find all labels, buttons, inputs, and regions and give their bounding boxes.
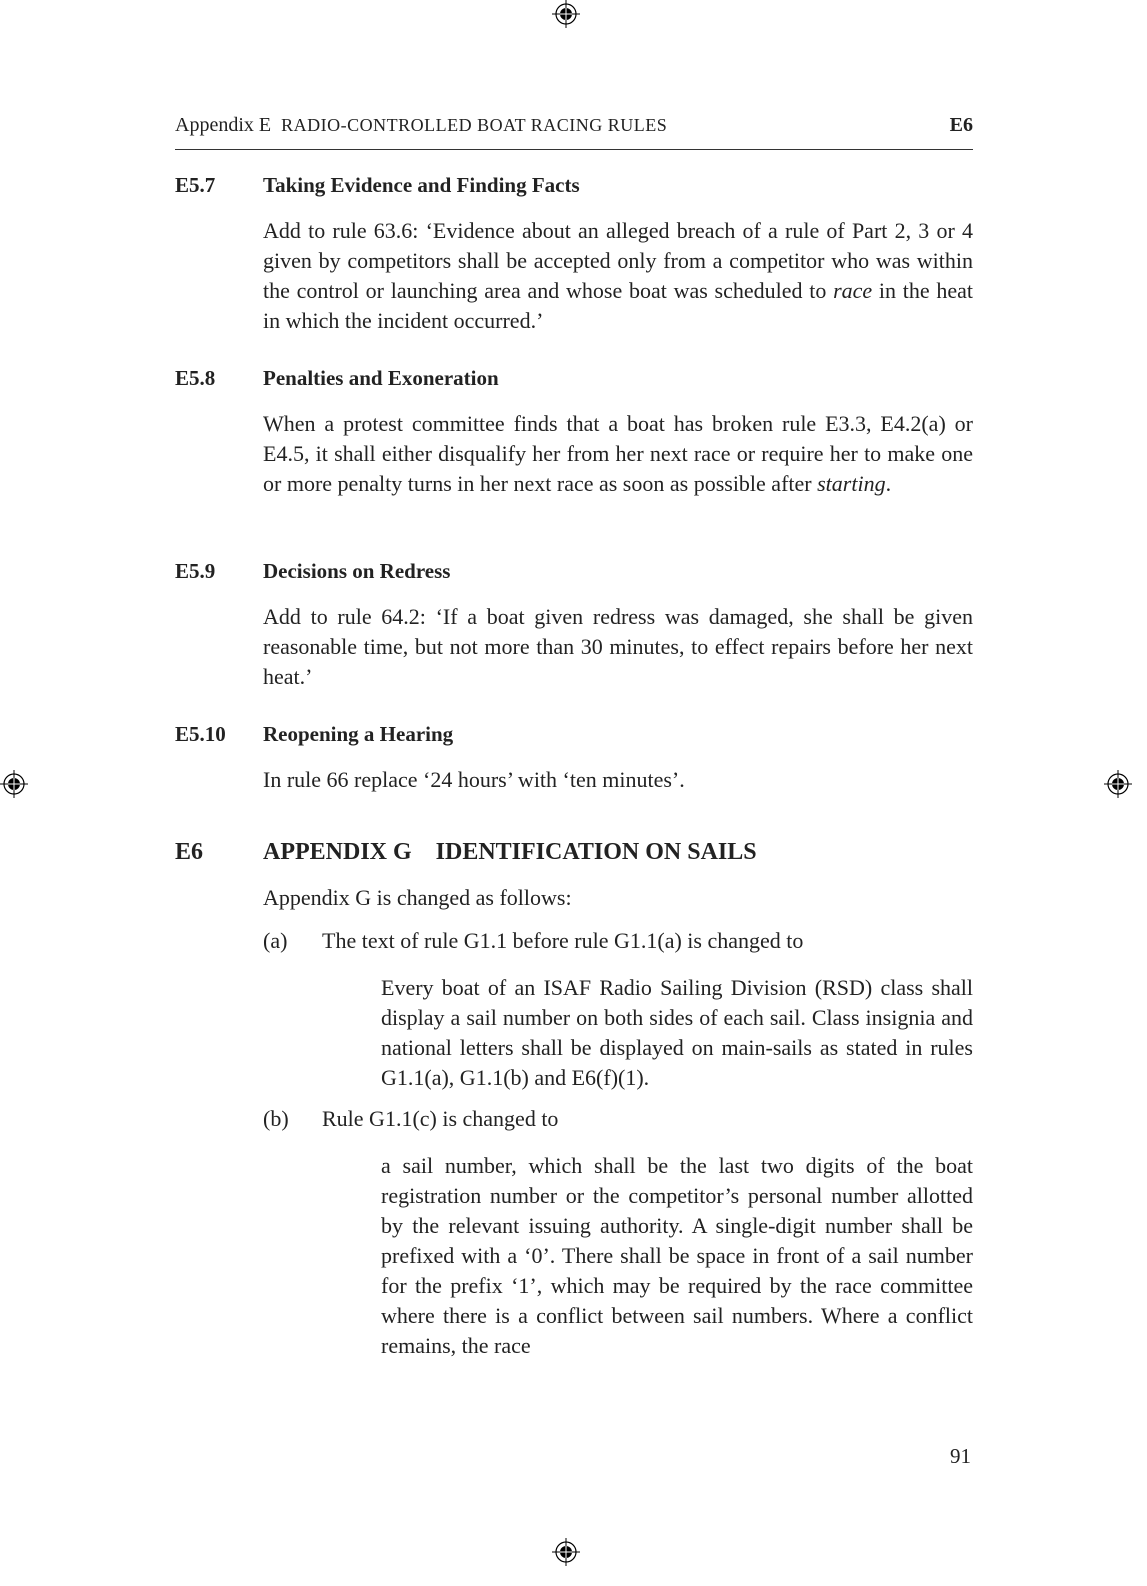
item-text: Rule G1.1(c) is changed to <box>322 1106 559 1131</box>
item-text: The text of rule G1.1 before rule G1.1(a) is changed to <box>322 928 804 953</box>
page-number: 91 <box>950 1444 971 1468</box>
header-rule <box>175 149 973 150</box>
header-title: RADIO-CONTROLLED BOAT RACING RULES <box>281 115 668 135</box>
section-number: E5.7 <box>175 173 216 197</box>
body-text: When a protest committee finds that a boat has broken rule E3.3, E4.2(a) or E4.5, it shall either disqualify her from her next race or require her to make one or more penalty turns in her next race as soon as possible after <box>263 411 973 496</box>
registration-mark-icon <box>0 770 28 798</box>
quoted-rule: a sail number, which shall be the last two digits of the boat registration number or the competitor’s personal number allotted by the relevant issuing authority. A single-digit number shall be prefixed with a ‘0’. There shall be space in front of a sail number for the prefix ‘1’, which may be required by the race committee where there is a conflict between sail numbers. Where a conflict remains, the race <box>381 1153 973 1358</box>
section-body: In rule 66 replace ‘24 hours’ with ‘ten minutes’. <box>263 767 685 792</box>
registration-mark-icon <box>1104 770 1132 798</box>
body-text: . <box>885 471 892 496</box>
section-body <box>263 216 973 336</box>
registration-mark-icon <box>552 0 580 28</box>
section-number: E6 <box>175 839 204 865</box>
header-section: E6 <box>949 114 973 136</box>
section-title: APPENDIX G IDENTIFICATION ON SAILS <box>263 839 757 865</box>
section-title: Decisions on Redress <box>263 559 451 583</box>
header-prefix: Appendix E <box>175 114 272 136</box>
body-text: in the heat in which the incident occurred.’ <box>263 278 973 333</box>
section-title: Reopening a Hearing <box>263 722 454 746</box>
section-title: Taking Evidence and Finding Facts <box>263 173 580 197</box>
section-number: E5.9 <box>175 559 216 583</box>
running-header <box>175 114 973 137</box>
section-body <box>263 409 973 499</box>
section-intro: Appendix G is changed as follows: <box>263 885 572 910</box>
quoted-rule: Every boat of an ISAF Radio Sailing Division (RSD) class shall display a sail number on both sides of each sail. Class insignia and national letters shall be displayed on main-sails as stated in rules G1.1(a), G1.1(b) and E6(f)(1). <box>381 975 973 1090</box>
section-number: E5.8 <box>175 366 216 390</box>
registration-mark-icon <box>552 1538 580 1566</box>
section-title: Penalties and Exoneration <box>263 366 499 390</box>
body-text: Add to rule 63.6: ‘Evidence about an alleged breach of a rule of Part 2, 3 or 4 given by competitors shall be accepted only from a competitor who was within the control or launching area and whose boat was scheduled to <box>263 218 973 303</box>
defined-term: starting <box>817 471 886 496</box>
item-label: (b) <box>263 1106 289 1131</box>
item-label: (a) <box>263 928 288 953</box>
section-number: E5.10 <box>175 722 226 746</box>
section-body: Add to rule 64.2: ‘If a boat given redress was damaged, she shall be given reasonable time, but not more than 30 minutes, to effect repairs before her next heat.’ <box>263 604 973 689</box>
defined-term: race <box>833 278 873 303</box>
